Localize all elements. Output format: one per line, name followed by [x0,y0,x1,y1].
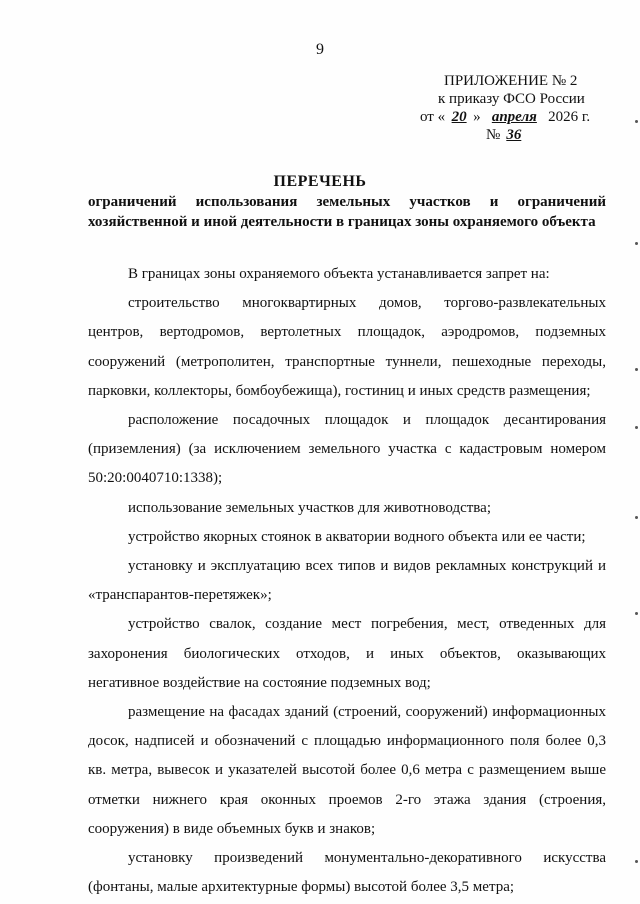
scan-mark [635,368,638,371]
scan-mark [635,516,638,519]
date-year: 2026 г. [548,109,591,125]
date-month: апреля [491,109,537,125]
order-number: 36 [506,127,522,143]
paragraph-construction: строительство многоквартирных домов, торгово-развлекательных центров, вертодромов, вертолетных площадок, аэродромов, подземных сооружений (метрополитен, транспортные туннели, пешеходные переходы, парковки, коллекторы, бомбоубежища), гостиниц и иных средств размещения; [88,295,606,399]
appendix-title: ПРИЛОЖЕНИЕ № 2 [444,73,578,89]
paragraph-intro: В границах зоны охраняемого объекта устанавливается запрет на: [128,266,550,282]
paragraph-landfills: устройство свалок, создание мест погребения, мест, отведенных для захоронения биологических отходов, и иных объектов, оказывающих негативное воздействие на состояние подземных вод; [88,616,606,691]
scan-mark [635,426,638,429]
document-subtitle [88,192,606,232]
subtitle-line-1: ограничений использования земельных участков и ограничений [88,194,606,210]
scan-mark [635,860,638,863]
document-body [88,260,606,902]
appendix-order-reference: к приказу ФСО России [438,91,585,107]
paragraph-advertising: установку и эксплуатацию всех типов и видов рекламных конструкций и «транспарантов-перетяжек»; [88,558,606,604]
scan-mark [635,242,638,245]
number-prefix: № [486,127,501,143]
appendix-date [400,108,610,126]
page-number: 9 [316,41,324,58]
date-day: 20 [451,109,467,125]
appendix-header [400,72,610,144]
scan-mark [635,120,638,123]
scan-mark [635,612,638,615]
document-title: ПЕРЕЧЕНЬ [273,173,367,190]
paragraph-landing-sites: расположение посадочных площадок и площадок десантирования (приземления) (за исключением земельного участка с кадастровым номером 50:20:0040710:1338); [88,412,606,487]
date-mid: » [473,109,481,125]
paragraph-facade-signs: размещение на фасадах зданий (строений, сооружений) информационных досок, надписей и обозначений с площадью информационного поля более 0,3 кв. метра, вывесок и указателей высотой более 0,6 метра с размещением выше отметки нижнего края оконных проемов 2-го этажа здания (строения, сооружения) в виде объемных букв и знаков; [88,704,606,837]
paragraph-anchorage: устройство якорных стоянок в акватории водного объекта или ее части; [128,528,586,545]
paragraph-monuments: установку произведений монументально-декоративного искусства (фонтаны, малые архитектурные формы) высотой более 3,5 метра; [88,850,606,896]
subtitle-line-2: хозяйственной и иной деятельности в границах зоны охраняемого объекта [88,214,596,230]
date-prefix: от « [420,109,446,125]
paragraph-livestock: использование земельных участков для животноводства; [128,499,491,516]
appendix-number [400,126,610,144]
